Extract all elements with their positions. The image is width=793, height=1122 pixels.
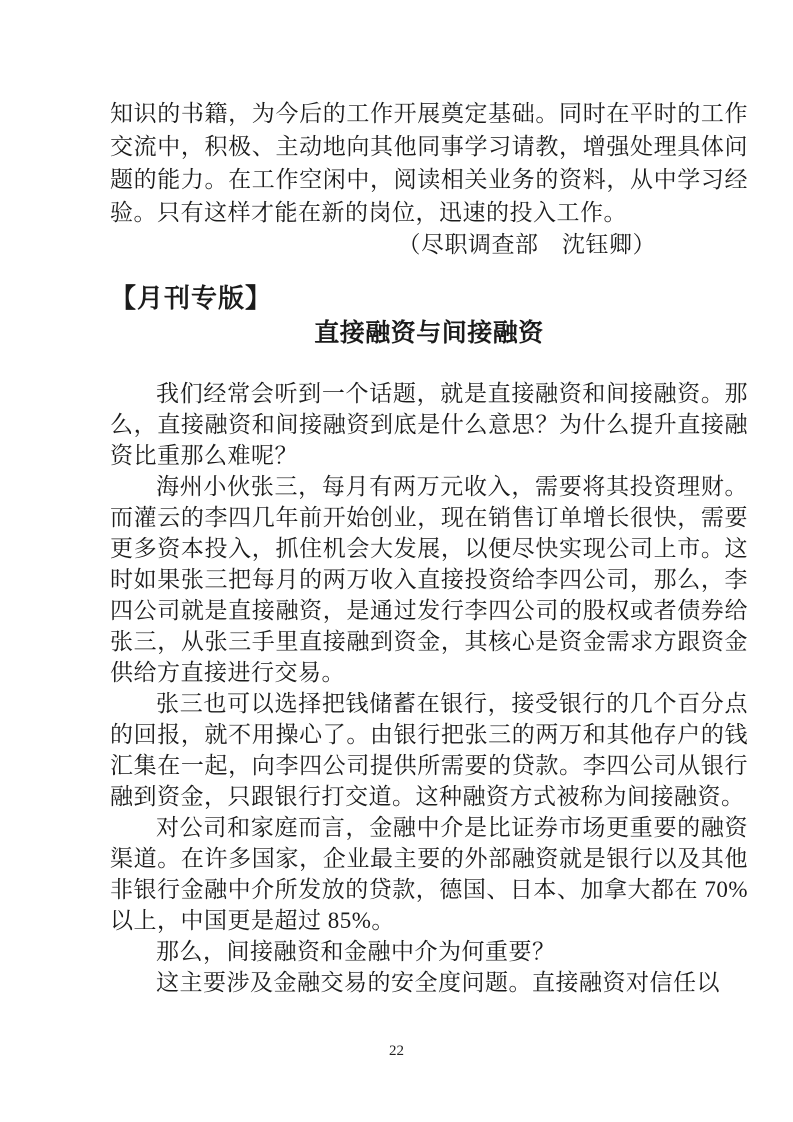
article-paragraph-intermediary-importance: 对公司和家庭而言，金融中介是比证券市场更重要的融资渠道。在许多国家，企业最主要的外部融资就是银行以及其他非银行金融中介所发放的贷款，德国、日本、加拿大都在 70%以上，中国更是超过 85%。 xyxy=(110,815,748,933)
article-paragraph-direct-financing-example: 海州小伙张三，每月有两万元收入，需要将其投资理财。而灌云的李四几年前开始创业，现在销售订单增长很快，需要更多资本投入，抓住机会大发展，以便尽快实现公司上市。这时如果张三把每月的两万收入直接投资给李四公司，那么，李四公司就是直接融资，是通过发行李四公司的股权或者债券给张三，从张三手里直接融到资金，其核心是资金需求方跟资金供给方直接进行交易。 xyxy=(110,474,748,685)
page-content xyxy=(110,97,748,998)
article-paragraph-question: 那么，间接融资和金融中介为何重要？ xyxy=(156,939,556,964)
page-number: 22 xyxy=(389,1043,404,1059)
paragraph-continuation: 知识的书籍，为今后的工作开展奠定基础。同时在平时的工作交流中，积极、主动地向其他同事学习请教，增强处理具体问题的能力。在工作空闲中，阅读相关业务的资料，从中学习经验。只有这样才能在新的岗位，迅速的投入工作。 xyxy=(110,101,748,225)
author-attribution: （尽职调查部 沈钰卿） xyxy=(397,232,656,257)
article-body xyxy=(110,378,748,998)
article-title: 直接融资与间接融资 xyxy=(314,319,544,347)
article-paragraph-intro: 我们经常会听到一个话题，就是直接融资和间接融资。那么，直接融资和间接融资到底是什么意思？为什么提升直接融资比重那么难呢？ xyxy=(110,381,748,468)
section-label: 【月刊专版】 xyxy=(110,284,273,313)
article-paragraph-safety: 这主要涉及金融交易的安全度问题。直接融资对信任以 xyxy=(156,970,720,995)
article-paragraph-indirect-financing-example: 张三也可以选择把钱储蓄在银行，接受银行的几个百分点的回报，就不用操心了。由银行把张三的两万和其他存户的钱汇集在一起，向李四公司提供所需要的贷款。李四公司从银行融到资金，只跟银行打交道。这种融资方式被称为间接融资。 xyxy=(110,691,748,809)
